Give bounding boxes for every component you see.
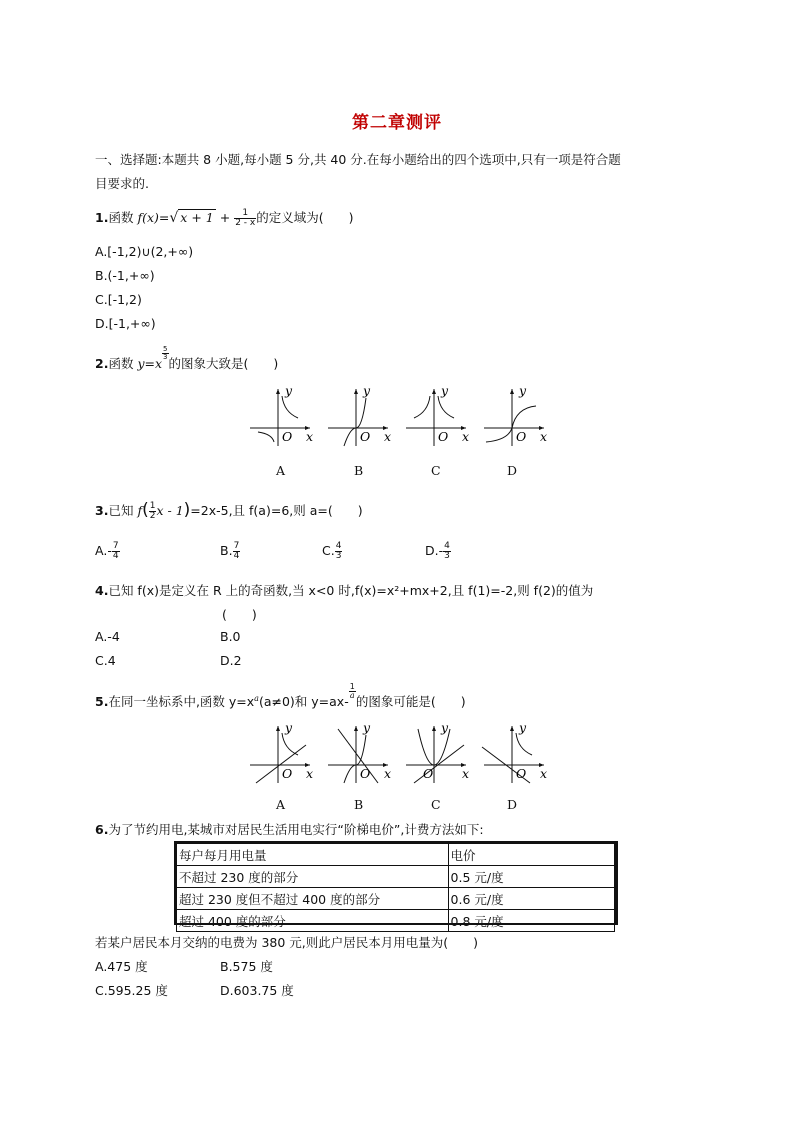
question-number: 4.: [95, 583, 109, 598]
option-fraction: [443, 542, 451, 561]
q5-label-d: D: [507, 797, 518, 812]
y-arrow: [510, 389, 514, 394]
q3-option-c[interactable]: [322, 542, 342, 561]
curve: [282, 396, 298, 418]
q4-answer-paren: ( ): [222, 607, 257, 622]
line: [414, 745, 464, 783]
table-cell: 0.6 元/度: [448, 888, 614, 910]
table-row: [177, 888, 615, 910]
price-table: [176, 843, 615, 932]
q2-graph-b[interactable]: [328, 389, 388, 446]
frac-num: 7: [233, 541, 240, 551]
question-number: 1.: [95, 210, 109, 225]
question-5-stem: [95, 682, 466, 710]
q5-exp: a: [254, 693, 259, 703]
question-number: 5.: [95, 694, 109, 709]
q6-option-d[interactable]: D.603.75 度: [220, 983, 294, 998]
q4-option-a[interactable]: A.-4: [95, 629, 120, 644]
q1-pre: 函数: [108, 210, 134, 225]
y-arrow: [276, 389, 280, 394]
y-arrow: [354, 726, 358, 731]
q5-label-c: C: [431, 797, 441, 812]
axis-label-o: O: [282, 766, 293, 781]
line: [338, 729, 378, 783]
q2-graphs: [240, 384, 560, 448]
frac-den: a: [349, 691, 355, 700]
question-3-stem: [95, 500, 363, 521]
q1-fraction: [234, 209, 256, 228]
option-label: B.: [220, 543, 233, 558]
frac-num: 4: [335, 541, 342, 551]
exp-num: 5: [163, 345, 168, 353]
axis-label-o: O: [360, 766, 371, 781]
frac-den: 3: [444, 551, 450, 561]
option-fraction: [335, 542, 343, 561]
table-cell: 超过 400 度的部分: [177, 910, 449, 932]
q2-graph-a[interactable]: [250, 389, 310, 446]
axis-label-y: y: [363, 721, 371, 735]
y-arrow: [432, 389, 436, 394]
q3-inner-rest: x - 1: [156, 503, 184, 518]
axis-label-x: x: [462, 429, 470, 444]
q1-option-a[interactable]: A.[-1,2)∪(2,+∞): [95, 244, 194, 259]
table-cell: 不超过 230 度的部分: [177, 866, 449, 888]
y-arrow: [276, 726, 280, 731]
axis-label-y: y: [363, 384, 371, 398]
curve: [282, 733, 298, 755]
page-title: 第二章测评: [352, 113, 442, 133]
table-header-row: [177, 844, 615, 866]
q1-fx: f(x): [137, 210, 159, 225]
q2-label-d: D: [507, 463, 518, 478]
frac-num: 1: [149, 501, 156, 511]
q1-option-c[interactable]: C.[-1,2): [95, 292, 142, 307]
option-label: D.: [425, 543, 439, 558]
q3-option-d[interactable]: [425, 542, 451, 561]
axis-label-x: x: [462, 766, 470, 781]
q6-option-a[interactable]: A.475 度: [95, 959, 148, 974]
q1-option-d[interactable]: D.[-1,+∞): [95, 316, 156, 331]
q4-option-c[interactable]: C.4: [95, 653, 116, 668]
axis-label-o: O: [516, 429, 527, 444]
option-label: C.: [322, 543, 335, 558]
q5-graph-d[interactable]: [482, 726, 544, 783]
price-table-box: [174, 841, 618, 929]
y-arrow: [354, 389, 358, 394]
line: [256, 745, 306, 783]
q6-option-c[interactable]: C.595.25 度: [95, 983, 168, 998]
frac-den: 4: [233, 551, 240, 561]
q2-post: 的图象大致是( ): [168, 356, 279, 371]
q4-option-b[interactable]: B.0: [220, 629, 241, 644]
option-fraction: [112, 542, 120, 561]
question-6-stem: [95, 820, 484, 838]
axis-label-x: x: [384, 766, 392, 781]
axis-label-x: x: [306, 429, 314, 444]
axis-label-o: O: [516, 766, 527, 781]
table-header-cell: 每户每月用电量: [177, 844, 449, 866]
curve: [486, 406, 536, 442]
q5-label-a: A: [276, 797, 286, 812]
sqrt-sign: √: [169, 210, 179, 226]
frac-den: 2 - x: [235, 218, 256, 228]
q1-plus: +: [219, 210, 231, 225]
table-header-cell: 电价: [448, 844, 614, 866]
question-number: 6.: [95, 822, 109, 837]
exp-den: 3: [163, 353, 168, 361]
paren-close: ): [183, 500, 191, 520]
table-row: [177, 866, 615, 888]
q5-fraction: [349, 683, 356, 700]
option-sign: -: [438, 543, 444, 558]
question-2-stem: [95, 345, 279, 372]
axis-label-x: x: [384, 429, 392, 444]
axis-label-y: y: [519, 721, 527, 735]
q3-option-b[interactable]: [220, 542, 240, 561]
q1-eq: =: [158, 210, 170, 225]
q2-label-a: A: [276, 463, 286, 478]
q2-y: y=x: [137, 356, 163, 371]
q2-label-b: B: [354, 463, 364, 478]
y-arrow: [510, 726, 514, 731]
q3-pre: 已知: [108, 503, 134, 518]
frac-den: 3: [335, 551, 342, 561]
axis-label-y: y: [285, 384, 293, 398]
q4-option-d[interactable]: D.2: [220, 653, 242, 668]
q4-text: 已知 f(x)是定义在 R 上的奇函数,当 x<0 时,f(x)=x²+mx+2,且 f(1)=-2,则 f(2)的值为: [108, 583, 594, 598]
axis-label-o: O: [282, 429, 293, 444]
axis-label-y: y: [441, 384, 449, 398]
curve: [438, 396, 454, 418]
axis-label-x: x: [540, 429, 548, 444]
frac-num: 1: [234, 209, 256, 219]
q1-post: 的定义域为( ): [256, 210, 354, 225]
q5-graphs: [240, 721, 560, 785]
axis-label-o: O: [360, 429, 371, 444]
axis-label-x: x: [306, 766, 314, 781]
frac-den: 4: [112, 551, 119, 561]
axis-label-x: x: [540, 766, 548, 781]
question-1-stem: [95, 208, 353, 228]
axis-label-o: O: [423, 766, 434, 781]
table-cell: 0.5 元/度: [448, 866, 614, 888]
q6-text: 为了节约用电,某城市对居民生活用电实行“阶梯电价”,计费方法如下:: [108, 822, 484, 837]
q5-mid: (a≠0)和 y=ax-: [258, 694, 349, 709]
q5-post: 的图象可能是( ): [355, 694, 466, 709]
frac-num: 4: [444, 541, 450, 551]
q1-option-b[interactable]: B.(-1,+∞): [95, 268, 155, 283]
question-number: 3.: [95, 503, 109, 518]
table-row: [177, 910, 615, 932]
q3-f: f: [137, 503, 143, 518]
option-fraction: [233, 542, 241, 561]
axis-label-y: y: [441, 721, 449, 735]
q3-option-a[interactable]: [95, 542, 120, 561]
option-label: A.: [95, 543, 108, 558]
y-arrow: [432, 726, 436, 731]
frac-num: 1: [349, 682, 355, 691]
axis-label-o: O: [438, 429, 449, 444]
curve: [258, 432, 274, 442]
curve: [516, 733, 532, 755]
q2-pre: 函数: [108, 356, 134, 371]
table-cell: 超过 230 度但不超过 400 度的部分: [177, 888, 449, 910]
question-4-stem: [95, 581, 593, 599]
frac-den: 2: [149, 511, 156, 521]
q1-sqrt-content: x + 1: [180, 210, 214, 225]
q5-graph-b[interactable]: [328, 726, 388, 783]
q5-label-b: B: [354, 797, 364, 812]
q2-graph-c[interactable]: [406, 389, 466, 446]
curve: [414, 396, 430, 418]
q3-rhs: =2x-5,且 f(a)=6,则 a=( ): [190, 503, 363, 518]
option-sign: -: [107, 543, 112, 558]
instructions-line2: 目要求的.: [95, 176, 149, 191]
q6-question: 若某户居民本月交纳的电费为 380 元,则此户居民本月用电量为( ): [95, 935, 479, 950]
q6-option-b[interactable]: B.575 度: [220, 959, 273, 974]
paren-open: (: [142, 500, 149, 520]
q5-pre: 在同一坐标系中,函数 y=x: [108, 694, 255, 709]
instructions-line1: 一、选择题:本题共 8 小题,每小题 5 分,共 40 分.在每小题给出的四个选项中,只有一项是符合题: [95, 152, 621, 167]
question-number: 2.: [95, 356, 109, 371]
table-cell: 0.8 元/度: [448, 910, 614, 932]
q5-graph-c[interactable]: [406, 726, 466, 783]
axis-label-y: y: [285, 721, 293, 735]
q2-graph-d[interactable]: [484, 389, 544, 446]
frac-num: 7: [112, 541, 119, 551]
q5-graph-a[interactable]: [250, 726, 310, 783]
q2-label-c: C: [431, 463, 441, 478]
axis-label-y: y: [519, 384, 527, 398]
